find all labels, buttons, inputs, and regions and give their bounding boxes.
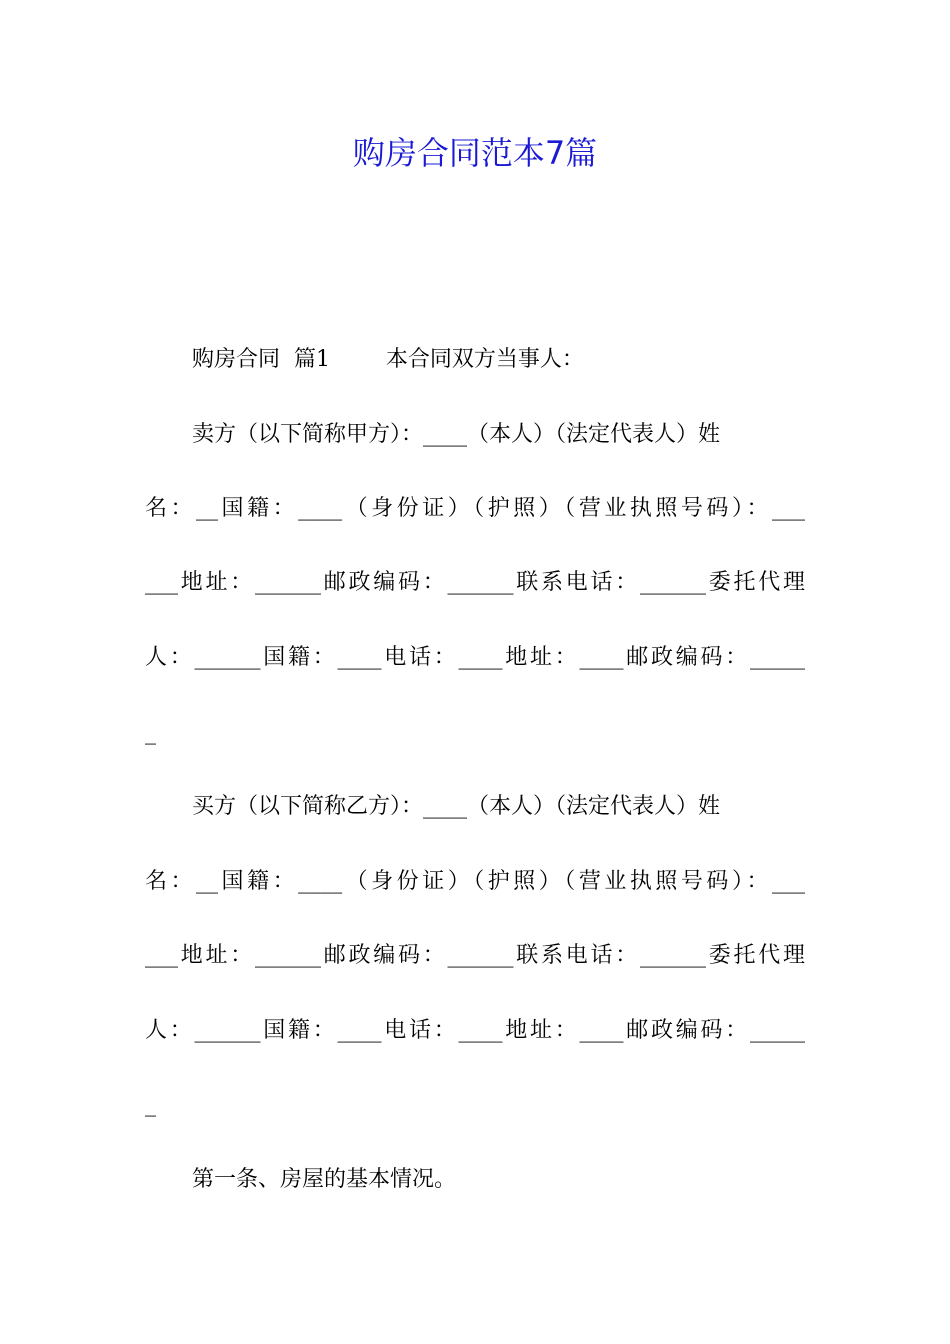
- seller-line-3: ___地址：______邮政编码：______联系电话：______委托代理: [145, 570, 805, 595]
- seller-line-1: 卖方（以下简称甲方）：____（本人）（法定代表人）姓: [192, 422, 721, 447]
- seller-line-5: _: [145, 720, 156, 745]
- buyer-line-3: ___地址：______邮政编码：______联系电话：______委托代理: [145, 943, 805, 968]
- document-title: 购房合同范本7篇: [352, 134, 598, 172]
- article-1-heading: 第一条、房屋的基本情况。: [192, 1167, 457, 1192]
- intro-line: 购房合同 篇1 本合同双方当事人：: [192, 347, 584, 372]
- buyer-line-1: 买方（以下简称乙方）：____（本人）（法定代表人）姓: [192, 794, 721, 819]
- buyer-line-5: _: [145, 1092, 156, 1117]
- buyer-line-2: 名：__国籍：____（身份证）（护照）（营业执照号码）：___: [145, 869, 805, 894]
- seller-line-4: 人：______国籍：____电话：____地址：____邮政编码：_____: [145, 645, 805, 670]
- seller-line-2: 名：__国籍：____（身份证）（护照）（营业执照号码）：___: [145, 496, 805, 521]
- buyer-line-4: 人：______国籍：____电话：____地址：____邮政编码：_____: [145, 1018, 805, 1043]
